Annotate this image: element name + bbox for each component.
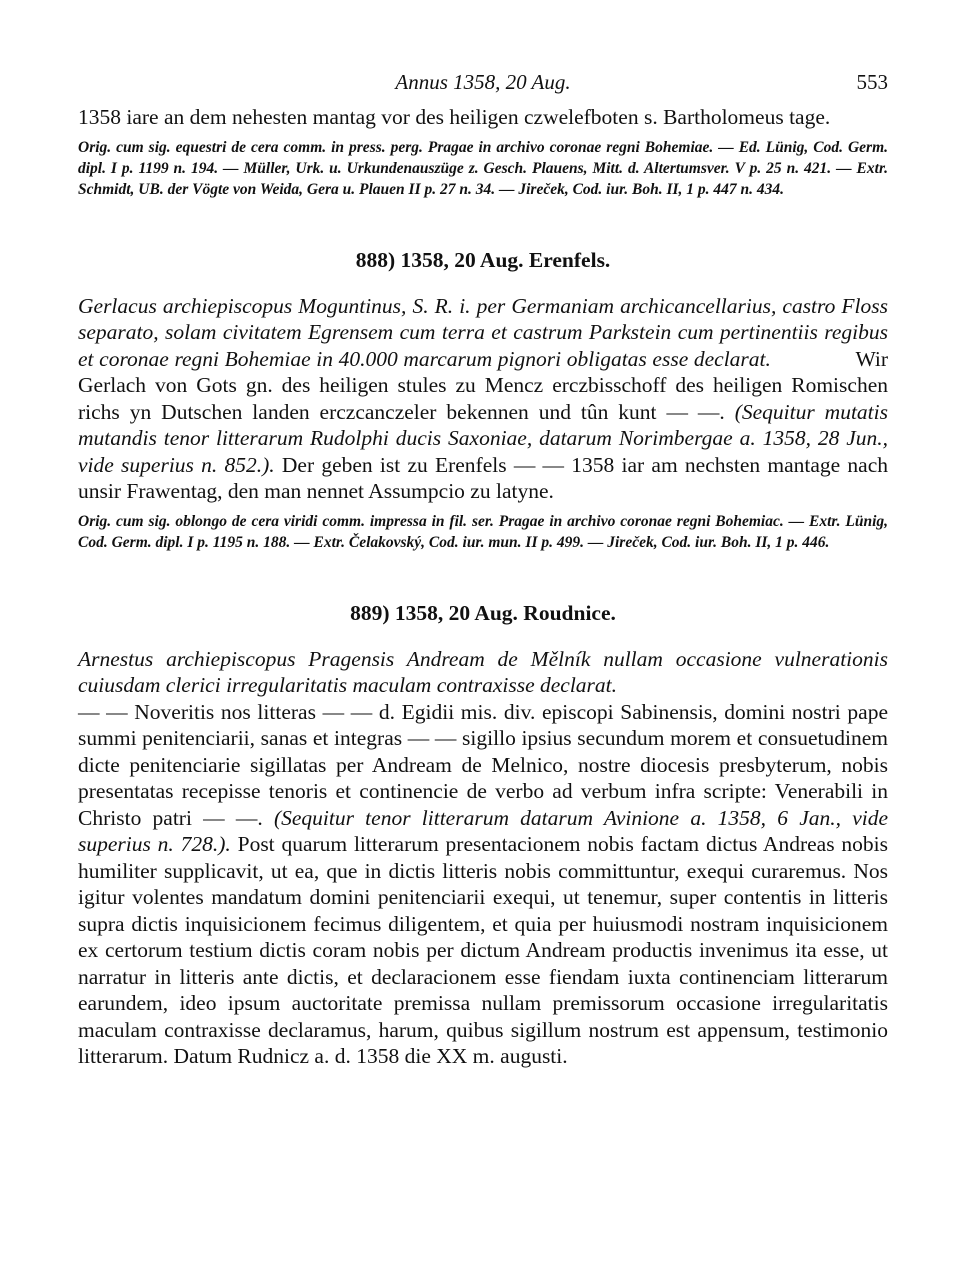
document-page bbox=[78, 70, 888, 1070]
entry-889-heading: 889) 1358, 20 Aug. Roudnice. bbox=[350, 600, 616, 625]
entry-889-body bbox=[78, 699, 888, 1070]
entry-888-body bbox=[78, 293, 888, 505]
previous-entry-note: Orig. cum sig. equestri de cera comm. in press. perg. Pragae in archivo coronae regni Bohemiae. — Ed. Lünig, Cod. Germ. dipl. I p. 1199 n. 194. — Müller, Urk. u. Urkundenauszüge z. Gesch. Plauens, Mitt. d. Altertumsver. V p. 25 n. 421. — Extr. Schmidt, UB. der Vögte von Weida, Gera u. Plauen II p. 27 n. 34. — Jireček, Cod. iur. Boh. II, 1 p. 447 n. 434. bbox=[78, 138, 888, 198]
entry-888-insert: (Sequitur mutatis mutandis tenor litterarum Rudolphi ducis Saxoniae, datarum Norimbergae a. 1358, 28 Jun., vide superius n. 852.). bbox=[78, 399, 888, 477]
entry-889-text-b: Post quarum litterarum presentacionem nobis factam dictus Andreas nobis humiliter supplicavit, ut ea, que in dictis litteris nobis committuntur, exequi curaremus. Nos igitur volentes mandatum domini penitenciarii exequi, ut tenemur, super contentis in litteris supra dictis inquisicionem fecimus diligentem, et quia per huiusmodi nostram inquisicionem ex certorum testium dictis coram nobis per dictum Andream productis invenimus ita esse, ut narratur in litteris ante dictis, et declaracionem esse fiendam iuxta continenciam litterarum earundem, ideo ipsum auctoritate premissa nullam premissorum occasione irregularitatis maculam contraxisse declaramus, harum, quibus sigillum nostrum est appensum, testimonio litterarum. Datum Rudnicz a. d. 1358 die XX m. augusti. bbox=[78, 832, 889, 1068]
entry-888-regest: Gerlacus archiepiscopus Moguntinus, S. R. i. per Germaniam archicancellarius, castro Floss separato, solam civitatem Egrensem cum terra et castrum Parkstein cum pertinentiis regibus et coronae regni Bohemiae in 40.000 marcarum pignori obligatas esse declarat. bbox=[78, 293, 888, 371]
entry-888-text-b: Der geben ist zu Erenfels — — 1358 iar am nechsten mantage nach unsir Frawentag, den man nennet Assumpcio zu latyne. bbox=[78, 452, 889, 503]
page-number: 553 bbox=[856, 70, 888, 94]
entry-888-note: Orig. cum sig. oblongo de cera viridi comm. impressa in fil. ser. Pragae in archivo coronae regni Bohemiac. — Extr. Lünig, Cod. Germ. dipl. I p. 1195 n. 188. — Extr. Čelakovský, Cod. iur. mun. II p. 499. — Jireček, Cod. iur. Boh. II, 1 p. 446. bbox=[78, 512, 888, 551]
entry-889-regest-text: Arnestus archiepiscopus Pragensis Andream de Mělník nullam occasione vulnerationis cuiusdam clerici irregularitatis maculam contraxisse declarat. bbox=[78, 646, 888, 697]
previous-entry-text-end: 1358 iare an dem nehesten mantag vor des heiligen czwelefboten s. Bartholomeus tage. bbox=[78, 105, 831, 129]
running-header bbox=[78, 70, 888, 104]
entry-889-regest bbox=[78, 646, 888, 699]
entry-888-heading: 888) 1358, 20 Aug. Erenfels. bbox=[355, 247, 611, 272]
entry-889-text-a: — — Noveritis nos litteras — — d. Egidii mis. div. episcopi Sabinensis, domini nostri pape summi penitenciarii, sanas et integras — — sigillo ipsius secundum morem et consuetudinem dicte penitenciarie sigillatas per Andream de Melnico, nostre diocesis presbyterum, nobis presentatas recepisse tenoris et continencie de verbo ad verbum infra scripte: Venerabili in Christo patri — —. bbox=[78, 699, 888, 830]
entry-888-text-a: Wir Gerlach von Gots gn. des heiligen stules zu Mencz erczbisschoff des heiligen Romischen richs yn Dutschen landen erczcanczeler bekennen und tûn kunt — —. bbox=[78, 346, 889, 424]
running-title: Annus 1358, 20 Aug. bbox=[395, 70, 571, 94]
entry-889-insert: (Sequitur tenor litterarum datarum Avinione a. 1358, 6 Jan., vide superius n. 728.). bbox=[78, 805, 889, 856]
